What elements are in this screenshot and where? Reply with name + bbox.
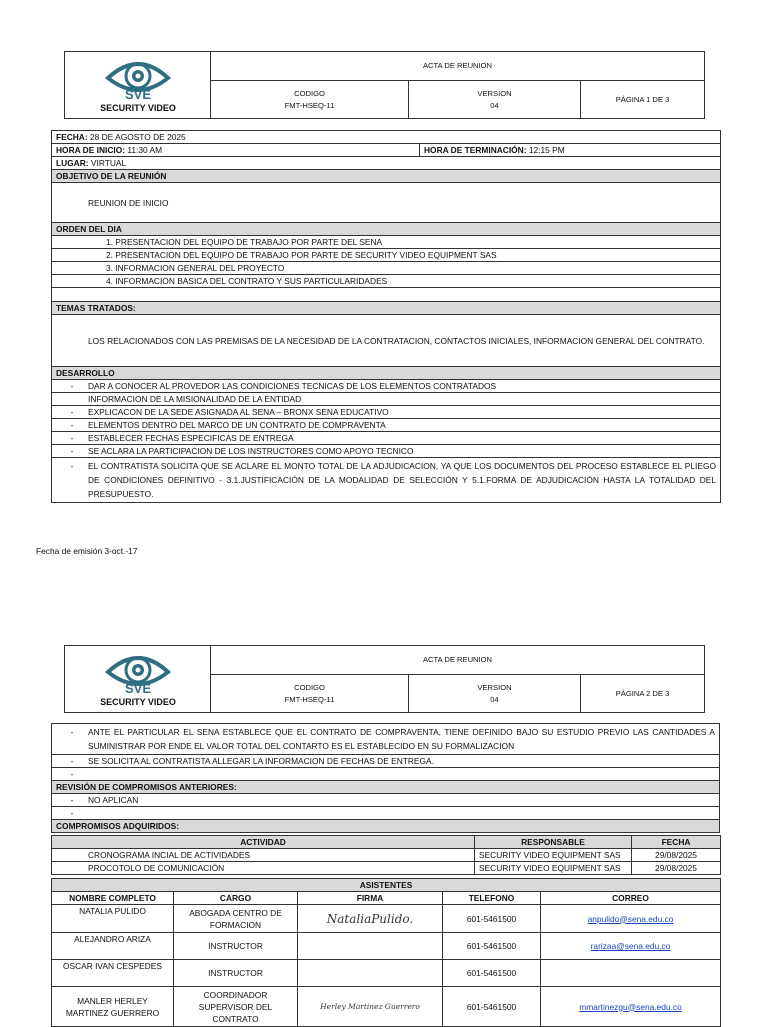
email-link[interactable]: mmartinezgu@sena.edu.co — [541, 987, 721, 1027]
eye-logo-icon — [92, 650, 184, 708]
page1-header — [64, 51, 705, 119]
orden-item: 2. PRESENTACION DEL EQUIPO DE TRABAJO POR PARTE DE SECURITY VIDEO EQUIPMENT SAS — [52, 249, 721, 262]
desarrollo-item: - ANTE EL PARTICULAR EL SENA ESTABLECE QUE EL CONTRATO DE COMPRAVENTA, TIENE DEFINIDO BAJO SU ESTUDIO PREVIO LAS CANTIDADES A SUMINISTRAR POR ENDE EL VALOR TOTAL DEL CONTARTO ES EL ESTABLECIDO EN SU FORMALIZACION — [52, 724, 720, 755]
fecha-emision: Fecha de emisión 3-oct.-17 — [36, 546, 138, 556]
table-row: MANLER HERLEY MARTINEZ GUERRERO COORDINADOR SUPERVISOR DEL CONTRATO Herley Martinez Guerrero 601-5461500 mmartinezgu@sena.edu.co — [52, 987, 721, 1027]
revision-heading: REVISIÓN DE COMPROMISOS ANTERIORES: — [52, 781, 720, 794]
desarrollo-item: INFORMACION DE LA MISIONALIDAD DE LA ENTIDAD — [52, 393, 721, 406]
svg-text:SECURITY VIDEO: SECURITY VIDEO — [99, 103, 176, 113]
version-cell: VERSION 04 — [409, 81, 581, 119]
company-logo — [65, 52, 211, 119]
desarrollo-heading: DESARROLLO — [52, 367, 721, 380]
revision-item: - — [52, 807, 720, 820]
temas-text: LOS RELACIONADOS CON LAS PREMISAS DE LA NECESIDAD DE LA CONTRATACION, CONTACTOS INICIALES, INFORMACION GENERAL DEL CONTRATO. — [52, 315, 721, 367]
codigo-cell: CODIGO FMT-HSEQ-11 — [211, 81, 409, 119]
desarrollo-item: - SE ACLARA LA PARTICIPACION DE LOS INSTRUCTORES COMO APOYO TECNICO — [52, 445, 721, 458]
desarrollo-item: - ELEMENTOS DENTRO DEL MARCO DE UN CONTRATO DE COMPRAVENTA — [52, 419, 721, 432]
page2-header — [64, 645, 705, 713]
meeting-minutes-table — [51, 130, 721, 503]
hora-inicio: HORA DE INICIO: 11:30 AM — [52, 144, 420, 157]
col-header-actividad: ACTIVIDAD — [52, 836, 475, 849]
table-row: OSCAR IVAN CESPEDES INSTRUCTOR 601-5461500 — [52, 960, 721, 987]
col-header-cargo: CARGO — [174, 892, 298, 905]
desarrollo-item: - SE SOLICITA AL CONTRATISTA ALLEGAR LA INFORMACION DE FECHAS DE ENTREGA. — [52, 755, 720, 768]
signature: NataliaPulido. — [298, 905, 443, 933]
lugar-row: LUGAR: VIRTUAL — [52, 157, 721, 170]
company-logo — [65, 646, 211, 713]
fecha-row: FECHA: 28 DE AGOSTO DE 2025 — [52, 131, 721, 144]
svg-text:SECURITY VIDEO: SECURITY VIDEO — [99, 697, 176, 707]
compromisos-heading: COMPROMISOS ADQUIRIDOS: — [52, 820, 720, 833]
svg-text:SVE: SVE — [124, 681, 151, 696]
compromisos-table — [51, 835, 721, 875]
document-title: ACTA DE REUNION — [211, 52, 705, 81]
col-header-firma: FIRMA — [298, 892, 443, 905]
table-row: ALEJANDRO ARIZA INSTRUCTOR 601-5461500 rarizaa@sena.edu.co — [52, 933, 721, 960]
objetivo-heading: OBJETIVO DE LA REUNIÓN — [52, 170, 721, 183]
hora-terminacion: HORA DE TERMINACIÓN: 12:15 PM — [420, 144, 721, 157]
page-number: PÁGINA 1 DE 3 — [581, 81, 705, 119]
page-number: PÁGINA 2 DE 3 — [581, 675, 705, 713]
desarrollo-item: - DAR A CONOCER AL PROVEDOR LAS CONDICIONES TECNICAS DE LOS ELEMENTOS CONTRATADOS — [52, 380, 721, 393]
col-header-responsable: RESPONSABLE — [475, 836, 632, 849]
desarrollo-item: - — [52, 768, 720, 781]
col-header-telefono: TELEFONO — [443, 892, 541, 905]
desarrollo-item: - ESTABLECER FECHAS ESPECIFICAS DE ENTREGA — [52, 432, 721, 445]
table-row: CRONOGRAMA INCIAL DE ACTIVIDADES SECURITY VIDEO EQUIPMENT SAS 29/08/2025 — [52, 849, 721, 862]
asistentes-heading: ASISTENTES — [52, 879, 721, 892]
revision-item: - NO APLICAN — [52, 794, 720, 807]
signature: Herley Martinez Guerrero — [298, 987, 443, 1027]
empty-row — [52, 288, 721, 302]
orden-item: 1. PRESENTACION DEL EQUIPO DE TRABAJO POR PARTE DEL SENA — [52, 236, 721, 249]
col-header-nombre: NOMBRE COMPLETO — [52, 892, 174, 905]
col-header-correo: CORREO — [541, 892, 721, 905]
asistentes-table — [51, 878, 721, 1027]
orden-item: 3. INFORMACION GENERAL DEL PROYECTO — [52, 262, 721, 275]
version-cell: VERSION 04 — [409, 675, 581, 713]
temas-heading: TEMAS TRATADOS: — [52, 302, 721, 315]
objetivo-text: REUNION DE INICIO — [52, 183, 721, 223]
desarrollo-item: - EXPLICACON DE LA SEDE ASIGNADA AL SENA – BRONX SENA EDUCATIVO — [52, 406, 721, 419]
col-header-fecha: FECHA — [632, 836, 721, 849]
desarrollo-item: - EL CONTRATISTA SOLICITA QUE SE ACLARE EL MONTO TOTAL DE LA ADJUDICACION, YA QUE LOS DOCUMENTOS DEL PROCESO ESTABLECE EL PLIEGO DE CONDICIONES DEFINITIVO - 3.1.JUSTIFICACIÓN DE LA MODALIDAD DE SELECCIÓN Y 5.1.FORMA DE ADJUDICACIÓN HASTA LA TOTALIDAD DEL PRESUPUESTO. — [52, 458, 721, 503]
table-row: PROCOTOLO DE COMUNICACIÓN SECURITY VIDEO EQUIPMENT SAS 29/08/2025 — [52, 862, 721, 875]
page2-continuation-table — [51, 723, 720, 833]
email-link[interactable]: anpulido@sena.edu.co — [541, 905, 721, 933]
email-link[interactable]: rarizaa@sena.edu.co — [541, 933, 721, 960]
codigo-cell: CODIGO FMT-HSEQ-11 — [211, 675, 409, 713]
svg-text:SVE: SVE — [124, 87, 151, 102]
orden-item: 4. INFORMACION BASICA DEL CONTRATO Y SUS PARTICULARIDADES — [52, 275, 721, 288]
table-row: NATALIA PULIDO ABOGADA CENTRO DE FORMACION NataliaPulido. 601-5461500 anpulido@sena.edu.co — [52, 905, 721, 933]
orden-heading: ORDEN DEL DIA — [52, 223, 721, 236]
eye-logo-icon — [92, 56, 184, 114]
document-title: ACTA DE REUNION — [211, 646, 705, 675]
